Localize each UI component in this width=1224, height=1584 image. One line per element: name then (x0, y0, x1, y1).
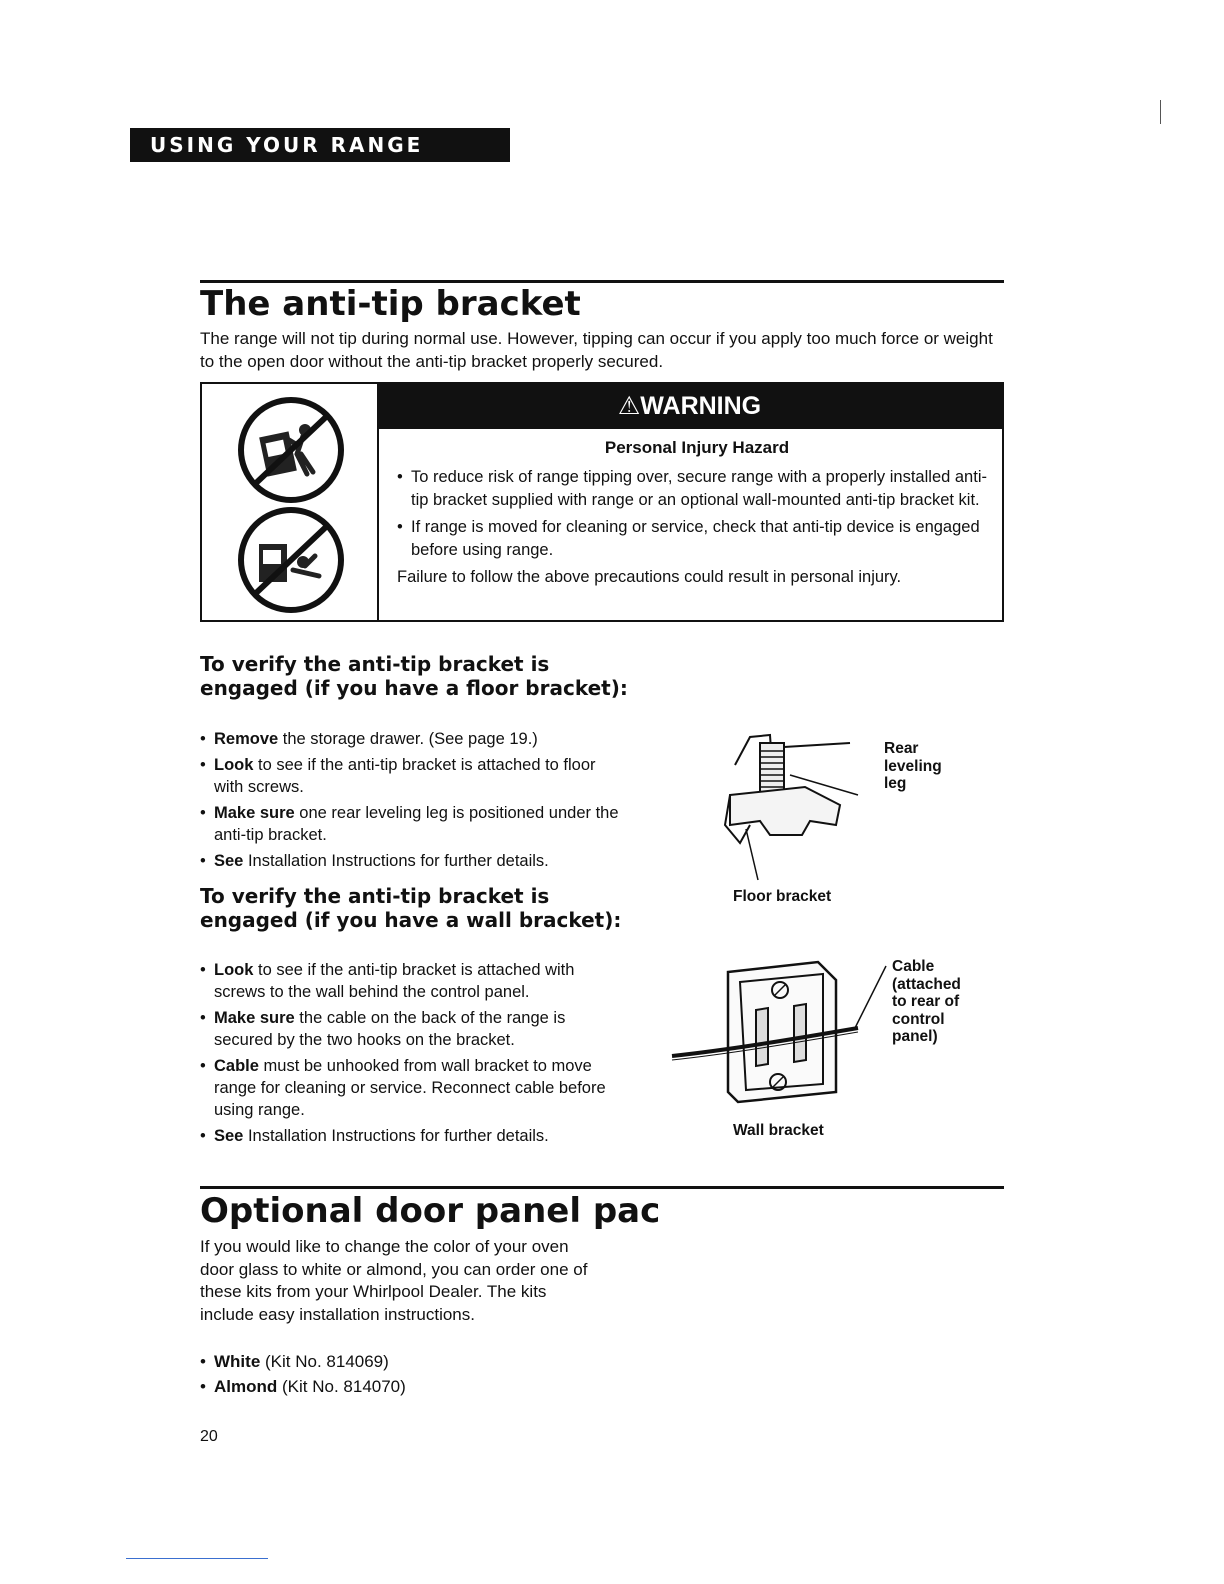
warning-triangle-icon: ⚠ (617, 392, 641, 420)
floor-bracket-caption: Floor bracket (733, 888, 832, 905)
warning-item: • To reduce risk of range tipping over, secure range with a properly installed anti-tip bracket supplied with range or an optional wall-mounted anti-tip bracket kit. (397, 466, 997, 512)
range-on-child-icon (235, 504, 347, 616)
warning-header (377, 384, 1002, 429)
footer-line (126, 1558, 268, 1559)
rear-leveling-leg-callout: Rear leveling leg (884, 740, 942, 792)
list-item: • Almond (Kit No. 814070) (200, 1375, 406, 1398)
section-rule (200, 1186, 1004, 1189)
door-pac-list (200, 1350, 406, 1400)
section-tab: USING YOUR RANGE (130, 128, 510, 162)
floor-bracket-list (200, 728, 620, 876)
list-item: • Look to see if the anti-tip bracket is attached with screws to the wall behind the control panel. (200, 959, 620, 1003)
wall-bracket-heading: To verify the anti-tip bracket is engaged (if you have a wall bracket): (200, 884, 622, 932)
warning-failure-text: Failure to follow the above precautions could result in personal injury. (397, 568, 902, 586)
warning-box (200, 382, 1004, 622)
floor-bracket-illustration (710, 725, 880, 885)
wall-bracket-illustration (668, 952, 888, 1112)
list-item: • Make sure the cable on the back of the range is secured by the two hooks on the bracket. (200, 1007, 620, 1051)
anti-tip-title: The anti-tip bracket (200, 284, 581, 324)
cable-callout: Cable (attached to rear of control panel) (892, 958, 961, 1045)
warning-label: WARNING (640, 392, 762, 420)
list-item: • See Installation Instructions for further details. (200, 850, 620, 872)
page-number: 20 (200, 1428, 218, 1445)
wall-bracket-list (200, 959, 620, 1151)
tipping-range-icon (235, 394, 347, 506)
list-item: • Remove the storage drawer. (See page 19.) (200, 728, 620, 750)
wall-bracket-caption: Wall bracket (733, 1122, 824, 1139)
warning-item: • If range is moved for cleaning or service, check that anti-tip device is engaged before using range. (397, 516, 997, 562)
list-item: • Look to see if the anti-tip bracket is attached to floor with screws. (200, 754, 620, 798)
section-rule (200, 280, 1004, 283)
margin-mark (1160, 100, 1161, 124)
door-pac-body: If you would like to change the color of your oven door glass to white or almond, you can order one of these kits from your Whirlpool Dealer. The kits include easy installation instructions. (200, 1237, 588, 1324)
floor-bracket-heading: To verify the anti-tip bracket is engaged (if you have a floor bracket): (200, 652, 628, 700)
warning-list (397, 466, 997, 562)
anti-tip-intro: The range will not tip during normal use. However, tipping can occur if you apply too much force or weight to the open door without the anti-tip bracket properly secured. (200, 329, 993, 371)
list-item: • White (Kit No. 814069) (200, 1350, 406, 1373)
warning-body (397, 436, 997, 589)
warning-icons (202, 384, 379, 620)
list-item: • Make sure one rear leveling leg is positioned under the anti-tip bracket. (200, 802, 620, 846)
list-item: • Cable must be unhooked from wall bracket to move range for cleaning or service. Reconnect cable before using range. (200, 1055, 620, 1121)
hazard-title: Personal Injury Hazard (604, 438, 790, 457)
list-item: • See Installation Instructions for further details. (200, 1125, 620, 1147)
door-pac-title: Optional door panel pac (200, 1191, 661, 1231)
